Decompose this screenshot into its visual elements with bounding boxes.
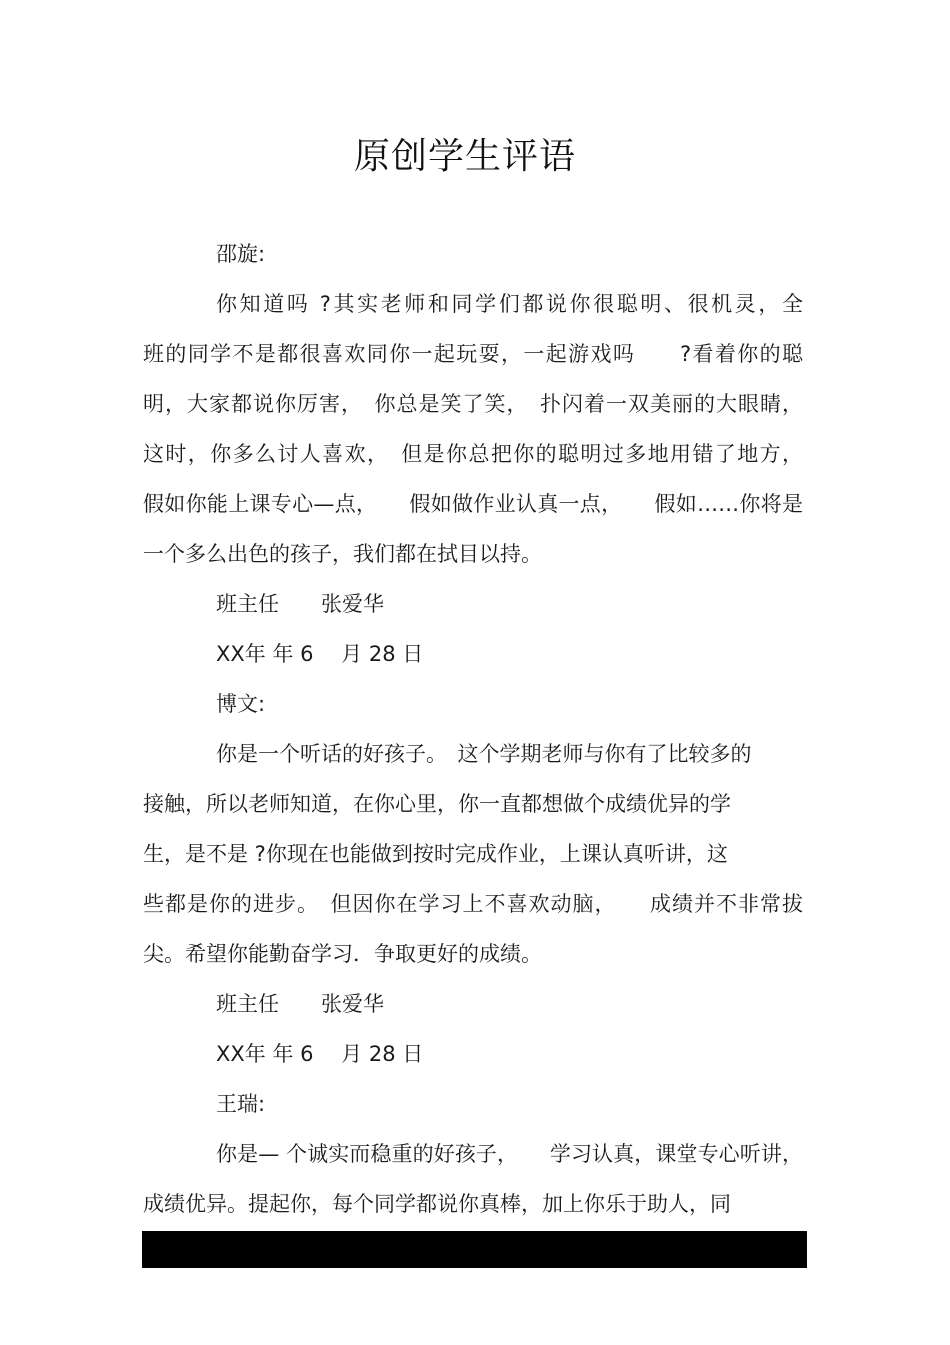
signer-role: 班主任 <box>216 992 279 1016</box>
paragraph-line: 成绩优异。提起你，每个同学都说你真棒，加上你乐于助人，同 <box>143 1192 731 1216</box>
paragraph-line: 假如你能上课专心—点， 假如做作业认真一点， 假如……你将是 <box>143 492 803 516</box>
paragraph-line: 班的同学不是都很喜欢同你一起玩耍，一起游戏吗 ?看着你的聪 <box>143 342 803 366</box>
date-line: XX年 年 6 月 28 日 <box>216 642 424 666</box>
paragraph-line: 接触，所以老师知道，在你心里，你一直都想做个成绩优异的学 <box>143 792 731 816</box>
paragraph-line: 尖。希望你能勤奋学习．争取更好的成绩。 <box>143 942 542 966</box>
paragraph-line: 明，大家都说你厉害， 你总是笑了笑， 扑闪着一双美丽的大眼睛， <box>143 392 803 416</box>
salutation-bowen: 博文: <box>216 692 266 716</box>
document-body <box>143 229 803 1229</box>
paragraph-line: 些都是你的进步。 但因你在学习上不喜欢动脑， 成绩并不非常拔 <box>143 892 803 916</box>
redaction-bar <box>142 1231 807 1268</box>
signer-name: 张爱华 <box>321 992 384 1016</box>
salutation-shaoxuan: 邵旋: <box>216 242 266 266</box>
paragraph-line: 一个多么出色的孩子，我们都在拭目以持。 <box>143 542 542 566</box>
date-line: XX年 年 6 月 28 日 <box>216 1042 424 1066</box>
paragraph-line: 生，是不是 ?你现在也能做到按时完成作业，上课认真听讲，这 <box>143 842 728 866</box>
paragraph-line: 你是— 个诚实而稳重的好孩子， 学习认真，课堂专心听讲， <box>216 1142 803 1166</box>
page-title: 原创学生评语 <box>353 136 576 177</box>
paragraph-line: 这时，你多么讨人喜欢， 但是你总把你的聪明过多地用错了地方， <box>143 442 803 466</box>
paragraph-line: 你是一个听话的好孩子。 这个学期老师与你有了比较多的 <box>216 742 752 766</box>
signer-role: 班主任 <box>216 592 279 616</box>
signer-name: 张爱华 <box>321 592 384 616</box>
salutation-wangrui: 王瑞: <box>216 1092 266 1116</box>
signature-line <box>143 979 803 1029</box>
signature-line <box>143 579 803 629</box>
paragraph-line: 你知道吗 ?其实老师和同学们都说你很聪明、很机灵，全 <box>216 292 803 316</box>
